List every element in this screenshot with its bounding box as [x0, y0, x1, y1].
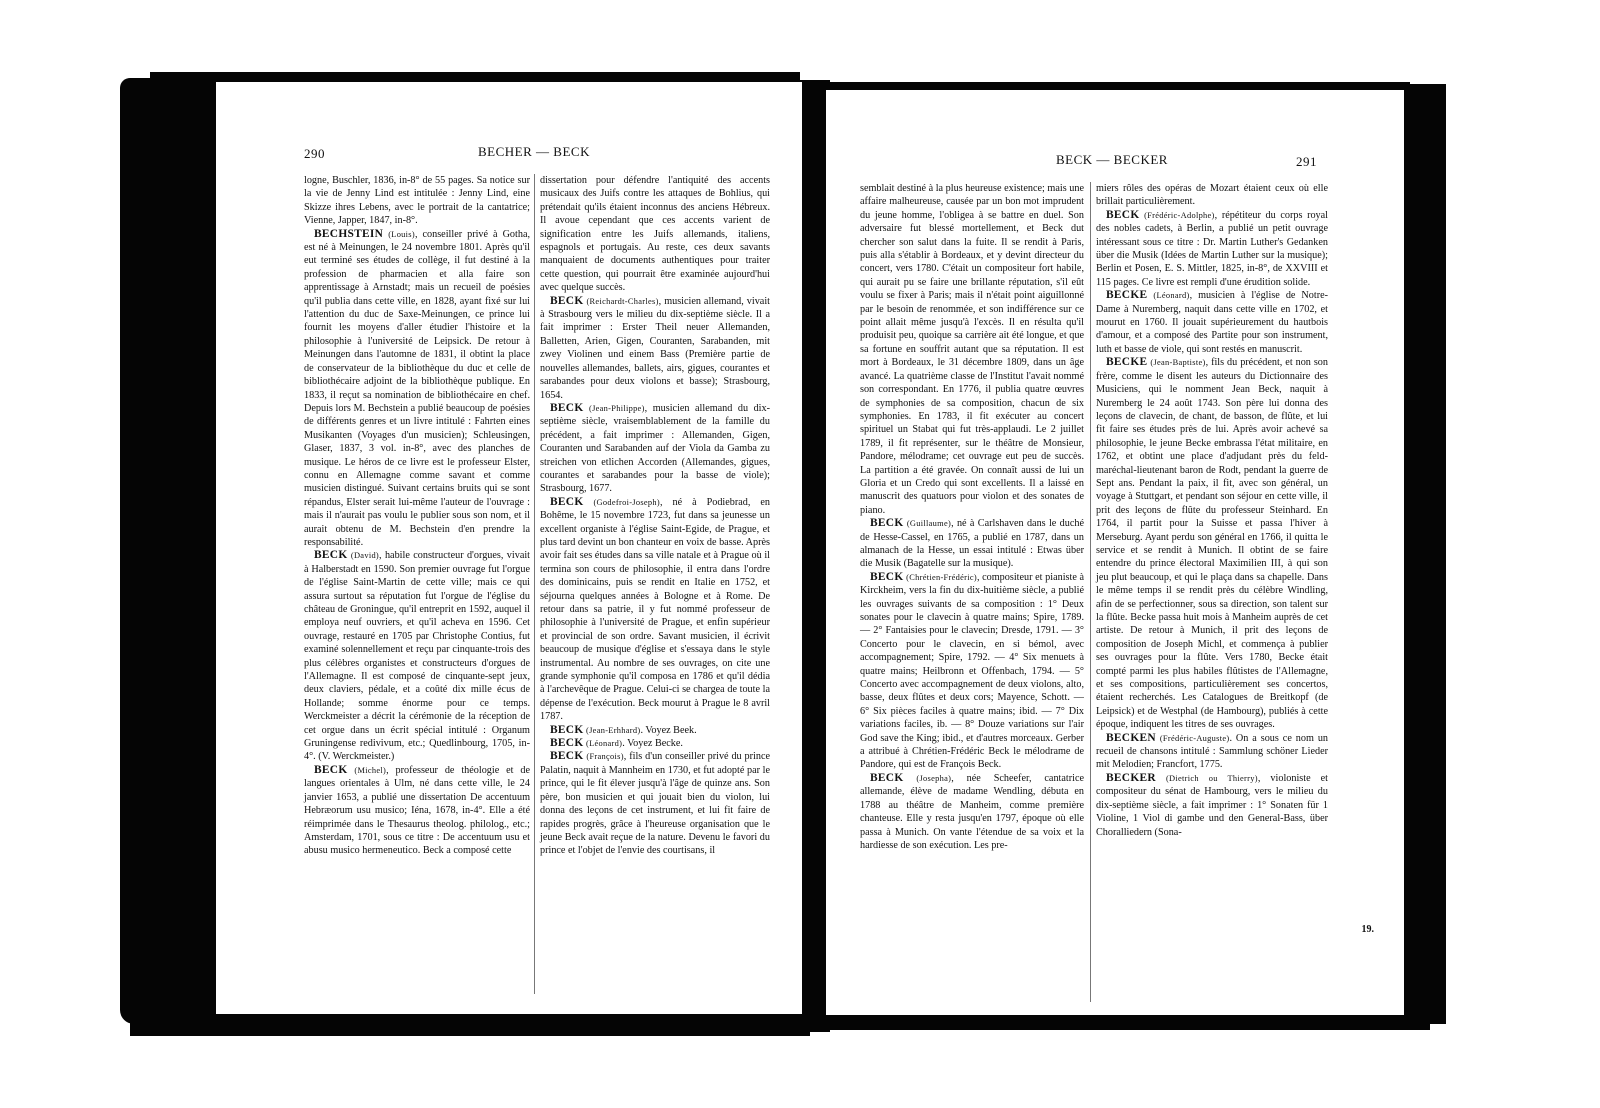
entry-text: , née Scheefer, cantatrice allemande, élève de madame Wendling, débuta en 1788 au théâtre de Manheim, comme première chanteuse. Elle y resta jusqu'en 1797, époque où elle passa à Munich. On vante l'étendue de sa voix et la hardiesse de son exécution. Les pre- [860, 772, 1084, 851]
entry [304, 174, 530, 228]
entry-forename: (Dietrich ou Thierry) [1165, 773, 1258, 783]
entry-forename: (Josepha) [916, 773, 952, 783]
right-page [826, 90, 1404, 1015]
entry [540, 737, 770, 750]
entry-headword: BECK [314, 549, 348, 562]
entry [540, 724, 770, 737]
entry-text: , musicien allemand, vivait à Strasbourg vers le milieu du dix-septième siècle. Il a fait imprimer : Erster Theil neuer Allemanden, Balletten, Arien, Gigen, Couranten, Sarabanden, mit zwey Violinen und einem Bass (Première partie de nouvelles allemandes, ballets, airs, gigues, courantes et sarabandes pour deux violons et basse); Strasbourg, 1654. [540, 295, 770, 401]
left-page-column-1 [304, 174, 530, 858]
entry-headword: BECK [870, 771, 904, 784]
left-page-header [216, 144, 802, 164]
entry-text: . Voyez Beek. [640, 724, 697, 736]
entry-headword: BECK [314, 763, 348, 776]
entry-text: , professeur de théologie et de langues orientales à Ulm, né dans cette ville, le 24 janvier 1653, a publié une dissertation De accentuum Hebræorum usu musico; Iéna, 1678, in-4°. Elle a été réimprimée dans le Thesaurus theolog. philolog., etc.; Amsterdam, 1701, sous ce titre : De accentuum usu et abusu musico hermeneutico. Beck a composé cette [304, 764, 530, 857]
entry-forename: (François) [586, 752, 624, 762]
entry [1096, 772, 1328, 839]
entry [860, 772, 1084, 852]
entry [540, 750, 770, 857]
entry-headword: BECK [550, 495, 584, 508]
entry-headword: BECK [1106, 208, 1140, 221]
entry-forename: (Jean-Philippe) [589, 403, 645, 413]
entry-forename: (Michel) [354, 765, 387, 775]
entry-forename: (Reichardt-Charles) [586, 296, 659, 306]
entry [304, 549, 530, 764]
entry-headword: BECKE [1106, 356, 1148, 369]
entry-text: . On a sous ce nom un recueil de chansons intitulé : Sammlung schöner Lieder mit Melodien; Francfort, 1775. [1096, 732, 1329, 771]
entry [1096, 209, 1328, 289]
entry [1096, 289, 1328, 356]
entry-forename: (Léonard) [586, 739, 623, 749]
entry [304, 764, 530, 858]
entry-forename: (David) [350, 551, 380, 561]
entry [540, 402, 770, 496]
left-page-number: 290 [304, 146, 325, 161]
entry-forename: (Frédéric-Auguste) [1159, 733, 1230, 743]
left-page [216, 82, 802, 1014]
entry-forename: (Godefroi-Joseph) [593, 497, 660, 507]
entry [540, 496, 770, 724]
entry-text: , musicien à l'église de Notre-Dame à Nuremberg, naquit dans cette ville en 1702, et mourut en 1760. Il jouait supérieurement du hautbois d'amour, et a composé des Partite pour son instrument, luth et basse de viole, qui sont restés en manuscrit. [1096, 290, 1329, 355]
entry-text: , fils d'un conseiller privé du prince Palatin, naquit à Mannheim en 1730, et fut adopté par le prince, qui le fit élever jusqu'à l'âge de quinze ans. Son père, bon musicien et qui jouait bien du violon, lui donna des leçons de cet instrument, et lui fit faire de rapides progrès, grâce à l'heureuse organisation que le jeune Beck avait reçue de la nature. Devenu le favori du prince et l'objet de l'envie des courtisans, il [540, 751, 770, 857]
entry [304, 228, 530, 550]
entry-text: , musicien allemand du dix-septième siècle, vraisemblablement de la famille du précédent, a fait imprimer : Allemanden, Gigen, Couranten und Sarabanden auf der Viola da Gamba zu streichen von etlichen Accorden (Allemandes, gigues, courantes et sarabandes pour la basse de viole); Strasbourg, 1677. [540, 402, 770, 495]
right-column-rule [1090, 182, 1091, 1002]
entry-text: logne, Buschler, 1836, in-8° de 55 pages. Sa notice sur la vie de Jenny Lind est intitulée : Jenny Lind, eine Skizze ihres Lebens, avec le portrait de la cantatrice; Vienne, Japper, 1847, in-8°. [304, 175, 530, 227]
entry-headword: BECKE [1106, 289, 1148, 302]
entry [540, 295, 770, 402]
left-running-head: BECHER — BECK [478, 144, 590, 159]
entry-text: , conseiller privé à Gotha, est né à Meinungen, le 24 novembre 1801. Après qu'il eut terminé ses études de collège, il fut destiné à la profession de pharmacien et alla faire son apprentissage à Arnstadt; mais un recueil de poésies qu'il publia dans cette ville, en 1828, ayant fixé sur lui l'attention du duc de Saxe-Meinungen, ce prince lui fournit les moyens d'aller étudier l'histoire et la philosophie à l'université de Leipsick. De retour à Meinungen dans l'automne de 1831, il obtint la place de conservateur de la bibliothèque du duc et celle de bibliothécaire adjoint de la bibliothèque publique. En 1833, il reçut sa nomination de bibliothécaire en chef. Depuis lors M. Bechstein a publié beaucoup de poésies de différents genres et un livre intitulé : Fahrten eines Musikanten (Voyages d'un musicien); Schleusingen, Glaser, 1837, 3 vol. in-8°, avec des planches de musique. Le héros de ce livre est le professeur Elster, connu en Allemagne comme savant et comme musicien distingué. Suivant certains bruits qui se sont répandus, Elster serait lui-même l'auteur de l'ouvrage : mais il n'aurait pas voulu le publier sous son nom, et il aurait obtenu de M. Bechstein d'en prendre la responsabilité. [304, 228, 531, 548]
left-column-rule [534, 174, 535, 994]
right-page-column-1 [860, 182, 1084, 852]
entry [860, 571, 1084, 772]
entry-text: , violoniste et compositeur du sénat de Hambourg, vers le milieu du dix-septième siècle, a fait imprimer : 1° Sonaten für 1 Violine, 1 Viol di gambe und den General-Bass, über Choralliedern (Sona- [1096, 772, 1329, 838]
entry-forename: (Léonard) [1153, 291, 1190, 301]
entry-text: . Voyez Becke. [622, 738, 683, 750]
entry-headword: BECKER [1106, 771, 1156, 784]
entry-text: , répétiteur du corps royal des nobles cadets, à Berlin, a publié un petit ouvrage intéressant sous ce titre : Dr. Martin Luther's Gedanken über die Musik (Idées de Martin Luther sur la musique); Berlin et Posen, E. S. Mittler, 1825, in-8°, de XXVIII et 115 pages. Ce livre est rempli d'une érudition solide. [1096, 209, 1329, 288]
entry-forename: (Jean-Baptiste) [1150, 358, 1206, 368]
entry-text: semblait destiné à la plus heureuse existence; mais une affaire malheureuse, causée par un bon mot imprudent du jeune homme, l'obligea à se battre en duel. Son adversaire fut blessé mortellement, et Beck dut chercher son salut dans la fuite. Il se rendit à Paris, puis alla s'établir à Bordeaux, et y devint directeur du concert, vers 1780. C'était un compositeur fort habile, qui aurait pu se faire une brillante réputation, s'il eût voulu se fixer à Paris; mais il n'était point aiguillonné par le besoin de renommée, et son indifférence sur ce point allait même jusqu'à l'excès. Il en résulta qu'il produisit peu, quoique sa carrière ait été longue, et que sa fortune en souffrit autant que sa réputation. Il est mort à Bordeaux, le 31 décembre 1809, dans un âge avancé. La quatrième classe de l'Institut l'avait nommé son correspondant. En 1776, il publia quatre œuvres de symphonies de sa composition, chacun de six symphonies. En 1783, il fit exécuter au concert spirituel un Stabat qui fut très-applaudi. Le 2 juillet 1789, il fit représenter, sur le théâtre de Monsieur, Pandore, mélodrame; cet ouvrage eut peu de succès. La partition a été gravée. On connaît aussi de lui un Gloria et un Credo qui sont excellents. Il a laissé en manuscrit des quatuors pour violon et des sonates de piano. [860, 183, 1084, 516]
entry [860, 517, 1084, 571]
entry-headword: BECK [550, 750, 584, 763]
entry [1096, 182, 1328, 209]
left-page-column-2 [540, 174, 770, 858]
entry-headword: BECHSTEIN [314, 227, 384, 240]
right-page-number: 291 [1296, 154, 1317, 169]
entry-headword: BECK [550, 401, 584, 414]
right-page-header [826, 152, 1404, 172]
entry-text: , né à Podiebrad, en Bohême, le 15 novembre 1723, fut dans sa jeunesse un excellent organiste à l'église Saint-Egide, de Prague, et plus tard devint un bon chanteur en voix de basse. Après avoir fait ses études dans sa ville natale et à Prague où il termina son cours de philosophie, il entra dans l'ordre des dominicains, puis se rendit en Italie en 1752, et séjourna quelques années à Bologne et à Rome. De retour dans sa patrie, il y fut nommé professeur de philosophie à l'université de Prague, et enfin supérieur et provincial de son ordre. Savant musicien, il écrivit beaucoup de musique d'église et s'essaya dans le style instrumental. Au nombre de ses ouvrages, on cite une grande symphonie qu'il composa en 1786 et qu'il dédia à l'archevêque de Prague. Celui-ci se chargea de toute la dépense de l'exécution. Beck mourut à Prague le 8 avril 1787. [540, 496, 771, 723]
entry-text: miers rôles des opéras de Mozart étaient ceux où elle brillait particulièrement. [1096, 183, 1328, 208]
entry-headword: BECKEN [1106, 731, 1156, 744]
entry [540, 174, 770, 295]
right-running-head: BECK — BECKER [1056, 152, 1168, 167]
entry-forename: (Jean-Erhhard) [586, 725, 641, 735]
signature-mark: 19. [1361, 924, 1374, 935]
entry-headword: BECK [550, 294, 584, 307]
entry-text: , habile constructeur d'orgues, vivait à Halberstadt en 1590. Son premier ouvrage fut l'orgue de l'église Saint-Martin de cette ville; mais ce qui assura surtout sa réputation fut l'orgue de l'église du château de Groningue, qu'il entreprit en 1592, auquel il employa neuf ouvriers, et qu'il acheva en 1596. Cet ouvrage, restauré en 1705 par Christophe Contius, fut examiné solennellement et reçu par cinquante-trois des plus célèbres organistes et constructeurs d'orgues de l'Allemagne. Il est composé de cinquante-sept jeux, deux claviers, pédale, et a coûté dix mille écus de Hollande; somme énorme pour ce temps. Werckmeister a décrit la cérémonie de la réception de cet orgue dans un écrit spécial intitulé : Organum Gruningense redivivum, etc.; Quedlinbourg, 1705, in-4°. (V. Werckmeister.) [304, 550, 530, 763]
left-cover-shadow [120, 78, 220, 1024]
right-cover-shadow [1400, 84, 1446, 1024]
entry-text: , né à Carlshaven dans le duché de Hesse-Cassel, en 1765, a publié en 1787, dans un almanach de la Hesse, un essai intitulé : Etwas über die Musik (Bagatelle sur la musique). [860, 518, 1084, 570]
entry-text: , fils du précédent, et non son frère, comme le disent les auteurs du Dictionnaire des Musiciens, qui le nomment Jean Beck, naquit à Nuremberg le 24 août 1743. Son père lui donna des leçons de clavecin, de chant, de basson, de flûte, et lui fit faire ses études près de lui. Après avoir achevé sa philosophie, le jeune Becke embrassa l'état militaire, en 1762, et obtint une place d'adjudant près du feld-maréchal-lieutenant baron de Rodt, pendant la guerre de Sept ans. Pendant la paix, il fit, avec son général, un voyage à Stuttgart, et pendant son séjour en cette ville, il prit des leçons de flûte du professeur Steinhard. En 1764, il partit pour la Suisse et passa l'hiver à Merseburg. Ayant perdu son général en 1766, il quitta le service et se rendit à Munich. Il obtint de se faire entendre du prince électoral Maximilien III, à qui son jeu plut beaucoup, et qui le plaça dans sa chapelle. Dans le même temps il se rendit près du célèbre Windling, afin de se perfectionner, sous sa direction, son talent sur la flûte. Becke passa huit mois à Manheim auprès de cet artiste. De retour à Munich, il prit des leçons de composition de Joseph Michl, et commença à publier ses ouvrages pour la flûte. Vers 1780, Becke était compté parmi les plus habiles flûtistes de l'Allemagne, et ses compositions, particulièrement ses concertos, étaient recherchés. Les Catalogues de Breitkopf (de Leipsick) et de Westphal (de Hambourg), publiés à cette époque, indiquent les titres de ses ouvrages. [1096, 357, 1328, 731]
entry-headword: BECK [550, 737, 584, 750]
entry-forename: (Chrétien-Frédéric) [906, 572, 977, 582]
entry-headword: BECK [870, 570, 904, 583]
entry-forename: (Louis) [388, 229, 415, 239]
entry-forename: (Guillaume) [906, 519, 952, 529]
entry-headword: BECK [550, 723, 584, 736]
entry [1096, 356, 1328, 731]
entry-headword: BECK [870, 517, 904, 530]
entry-text: , compositeur et pianiste à Kirckheim, vers la fin du dix-huitième siècle, a publié les ouvrages suivants de sa composition : 1° Deux sonates pour le clavecin à quatre mains; Spire, 1789. — 2° Fantaisies pour le clavecin; Dresde, 1791. — 3° Concerto pour le clavecin, en si bémol, avec accompagnement; Spire, 1792. — 4° Six menuets à quatre mains; Heilbronn et Offenbach, 1794. — 5° Concerto avec accompagnement de deux violons, alto, basse, deux flûtes et deux cors; Mayence, Schott. — 6° Six pièces faciles à quatre mains; ibid. — 7° Dix variations faciles, ib. — 8° Douze variations sur l'air God save the King; ibid., et d'autres morceaux. Gerber a attribué à Chrétien-Frédéric Beck le mélodrame de Pandore, qui est de François Beck. [860, 571, 1085, 771]
entry-forename: (Frédéric-Adolphe) [1144, 210, 1215, 220]
entry [860, 182, 1084, 517]
right-page-column-2 [1096, 182, 1328, 839]
entry [1096, 732, 1328, 772]
entry-text: dissertation pour défendre l'antiquité des accents musicaux des Juifs contre les attaques de Bohlius, qui prétendait qu'ils étaient inconnus des anciens Hébreux. Il avoue cependant que ces accents varient de signification entre les Juifs allemands, italiens, espagnols et portugais. Au reste, ces deux savants manquaient de documents authentiques pour traiter cette question, qui pourrait être examinée aujourd'hui avec quelque succès. [540, 175, 770, 294]
